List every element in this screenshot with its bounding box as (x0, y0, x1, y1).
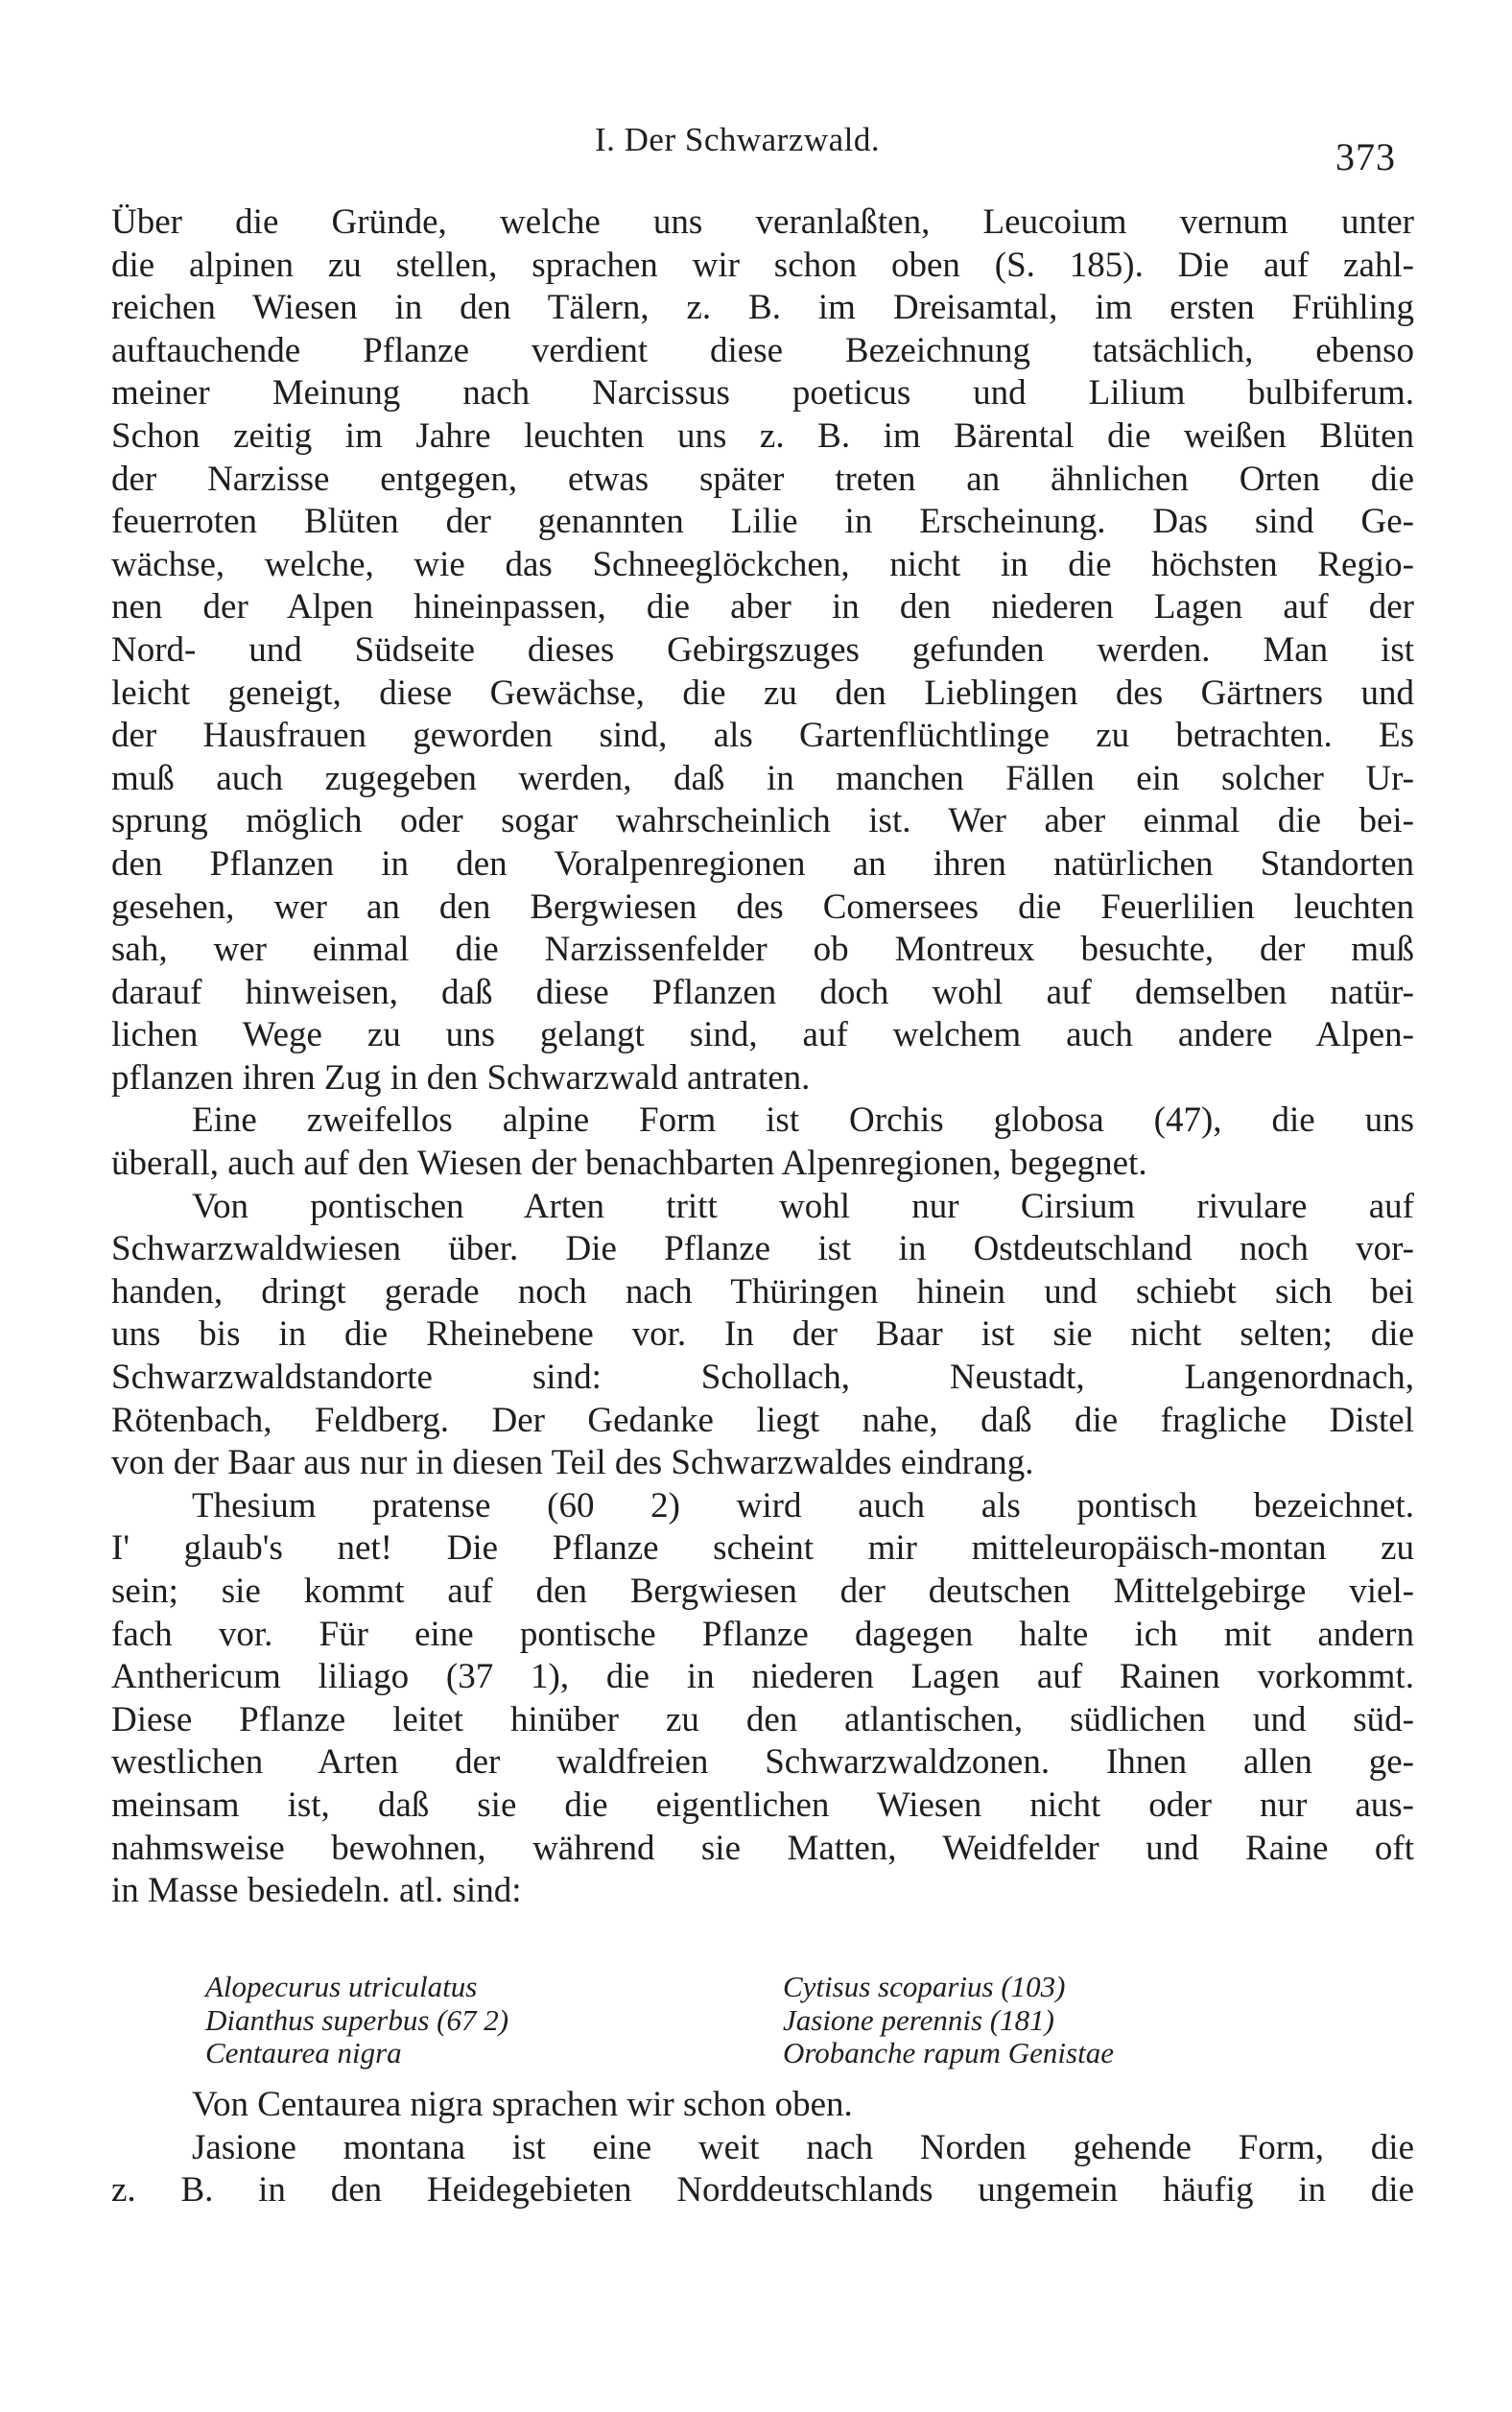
species-cell: Dianthus superbus (67 2) (205, 2002, 509, 2037)
text-line: die alpinen zu stellen, sprachen wir schon oben (S. 185). Die auf zahl- (111, 245, 1414, 285)
text-line: Über die Gründe, welche uns veranlaßten, Leucoium vernum unter (111, 202, 1414, 242)
text-line: gesehen, wer an den Bergwiesen des Comersees die Feuerlilien leuchten (111, 887, 1414, 927)
species-row (205, 2004, 1309, 2038)
text-line: Von Centaurea nigra sprachen wir schon oben. (192, 2085, 853, 2124)
text-line: meinsam ist, daß sie die eigentlichen Wiesen nicht oder nur aus- (111, 1785, 1414, 1825)
text-line: Schwarzwaldwiesen über. Die Pflanze ist in Ostdeutschland noch vor- (111, 1229, 1414, 1269)
text-line: uns bis in die Rheinebene vor. In der Baar ist sie nicht selten; die (111, 1314, 1414, 1355)
text-line: überall, auch auf den Wiesen der benachbarten Alpenregionen, begegnet. (111, 1144, 1147, 1184)
text-line: muß auch zugegeben werden, daß in manchen Fällen ein solcher Ur- (111, 758, 1414, 798)
text-line: reichen Wiesen in den Tälern, z. B. im Dreisamtal, im ersten Frühling (111, 288, 1414, 328)
text-line: den Pflanzen in den Voralpenregionen an ihren natürlichen Standorten (111, 843, 1414, 884)
species-cell: Centaurea nigra (205, 2036, 402, 2069)
species-cell: Cytisus scoparius (103) (783, 1970, 1066, 2003)
page-number: 373 (1335, 135, 1396, 178)
text-line: lichen Wege zu uns gelangt sind, auf welchem auch andere Alpen- (111, 1015, 1414, 1055)
text-line: Jasione montana ist eine weit nach Norden gehende Form, die (192, 2127, 1414, 2167)
text-line: sein; sie kommt auf den Bergwiesen der deutschen Mittelgebirge viel- (111, 1572, 1414, 1611)
text-line: z. B. in den Heidegebieten Norddeutschlands ungemein häufig in die (111, 2170, 1414, 2211)
species-cell: Orobanche rapum Genistae (783, 2036, 1114, 2069)
text-line: sprung möglich oder sogar wahrscheinlich ist. Wer aber einmal die bei- (111, 801, 1414, 841)
text-line: Von pontischen Arten tritt wohl nur Cirsium rivulare auf (192, 1186, 1414, 1226)
text-line: Schwarzwaldstandorte sind: Schollach, Neustadt, Langenordnach, (111, 1358, 1414, 1398)
text-line: nen der Alpen hineinpassen, die aber in den niederen Lagen auf der (111, 587, 1414, 627)
species-row (205, 2037, 1309, 2070)
species-cell: Alopecurus utriculatus (205, 1970, 478, 2003)
body-text-continued (111, 2084, 1414, 2212)
text-line: wächse, welche, wie das Schneeglöckchen, nicht in die höchsten Regio- (111, 544, 1414, 584)
text-line: auftauchende Pflanze verdient diese Bezeichnung tatsächlich, ebenso (111, 330, 1414, 370)
text-line: Thesium pratense (60 2) wird auch als pontisch bezeichnet. (192, 1485, 1414, 1525)
text-line: handen, dringt gerade noch nach Thüringen hinein und schiebt sich bei (111, 1271, 1414, 1312)
text-line: der Narzisse entgegen, etwas später treten an ähnlichen Orten die (111, 459, 1414, 499)
text-line: Diese Pflanze leitet hinüber zu den atlantischen, südlichen und süd- (111, 1699, 1414, 1739)
text-line: Eine zweifellos alpine Form ist Orchis globosa (47), die uns (192, 1100, 1414, 1141)
text-line: fach vor. Für eine pontische Pflanze dagegen halte ich mit andern (111, 1614, 1414, 1654)
species-cell: Jasione perennis (181) (783, 2002, 1054, 2037)
text-line: pflanzen ihren Zug in den Schwarzwald antraten. (111, 1057, 811, 1098)
text-line: der Hausfrauen geworden sind, als Gartenflüchtlinge zu betrachten. Es (111, 716, 1414, 756)
text-line: nahmsweise bewohnen, während sie Matten, Weidfelder und Raine oft (111, 1828, 1414, 1868)
text-line: darauf hinweisen, daß diese Pflanzen doch wohl auf demselben natür- (111, 972, 1414, 1012)
text-line: Nord- und Südseite dieses Gebirgszuges gefunden werden. Man ist (111, 629, 1414, 670)
text-line: feuerroten Blüten der genannten Lilie in Erscheinung. Das sind Ge- (111, 502, 1414, 542)
species-row (205, 1971, 1309, 2004)
species-table (205, 1971, 1309, 2070)
running-header-title: I. Der Schwarzwald. (595, 121, 881, 158)
text-line: von der Baar aus nur in diesen Teil des Schwarzwaldes eindrang. (111, 1443, 1034, 1483)
text-line: I' glaub's net! Die Pflanze scheint mir mitteleuropäisch-montan zu (111, 1528, 1414, 1569)
text-line: leicht geneigt, diese Gewächse, die zu den Lieblingen des Gärtners und (111, 673, 1414, 713)
text-line: Rötenbach, Feldberg. Der Gedanke liegt nahe, daß die fragliche Distel (111, 1400, 1414, 1440)
text-line: Anthericum liliago (37 1), die in niederen Lagen auf Rainen vorkommt. (111, 1657, 1414, 1697)
body-text (111, 201, 1414, 1913)
text-line: meiner Meinung nach Narcissus poeticus und Lilium bulbiferum. (111, 373, 1414, 414)
text-line: in Masse besiedeln. atl. sind: (111, 1871, 522, 1911)
text-line: Schon zeitig im Jahre leuchten uns z. B. im Bärental die weißen Blüten (111, 415, 1414, 456)
text-line: westlichen Arten der waldfreien Schwarzwaldzonen. Ihnen allen ge- (111, 1742, 1414, 1783)
text-line: sah, wer einmal die Narzissenfelder ob Montreux besuchte, der muß (111, 930, 1414, 970)
